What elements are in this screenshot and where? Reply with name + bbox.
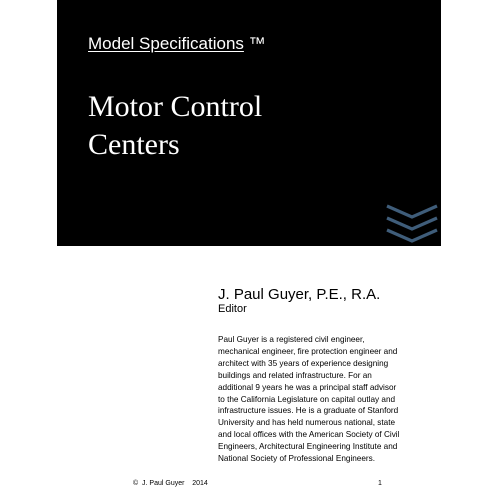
footer-copyright: © J. Paul Guyer 2014	[133, 480, 208, 487]
triple-chevron-down-icon	[385, 203, 439, 243]
bio-line: infrastructure issues. He is a graduate of Stanford	[218, 406, 399, 416]
bio-line: additional 9 years he was a principal staff advisor	[218, 382, 397, 392]
bio-line: and local offices with the American Society of Civil	[218, 430, 400, 440]
book-title-line: Motor Control	[88, 90, 263, 123]
bio-line: Paul Guyer is a registered civil engineer,	[218, 335, 365, 344]
author-bio	[218, 334, 440, 465]
chevron-stroke	[387, 218, 437, 229]
author-name: J. Paul Guyer, P.E., R.A.	[218, 286, 381, 303]
series-name: Model Specifications	[88, 34, 244, 53]
book-title-line: Centers	[88, 128, 180, 161]
chevron-stroke	[387, 230, 437, 241]
page-number: 1	[378, 480, 382, 487]
book-title	[88, 88, 388, 164]
bio-line: University and has held numerous national, state	[218, 418, 396, 428]
bio-line: buildings and related infrastructure. For an	[218, 370, 372, 380]
series-title	[88, 34, 266, 54]
bio-line: Engineers, Architectural Engineering Institute and	[218, 442, 398, 452]
bio-line: architect with 35 years of experience designing	[218, 358, 389, 368]
trademark-symbol: ™	[248, 34, 266, 53]
author-role: Editor	[218, 303, 247, 315]
chevron-stroke	[387, 206, 437, 217]
bio-line: National Society of Professional Engineers.	[218, 454, 376, 464]
bio-line: mechanical engineer, fire protection engineer and	[218, 346, 398, 356]
bio-line: to the California Legislature on capital outlay and	[218, 394, 396, 404]
